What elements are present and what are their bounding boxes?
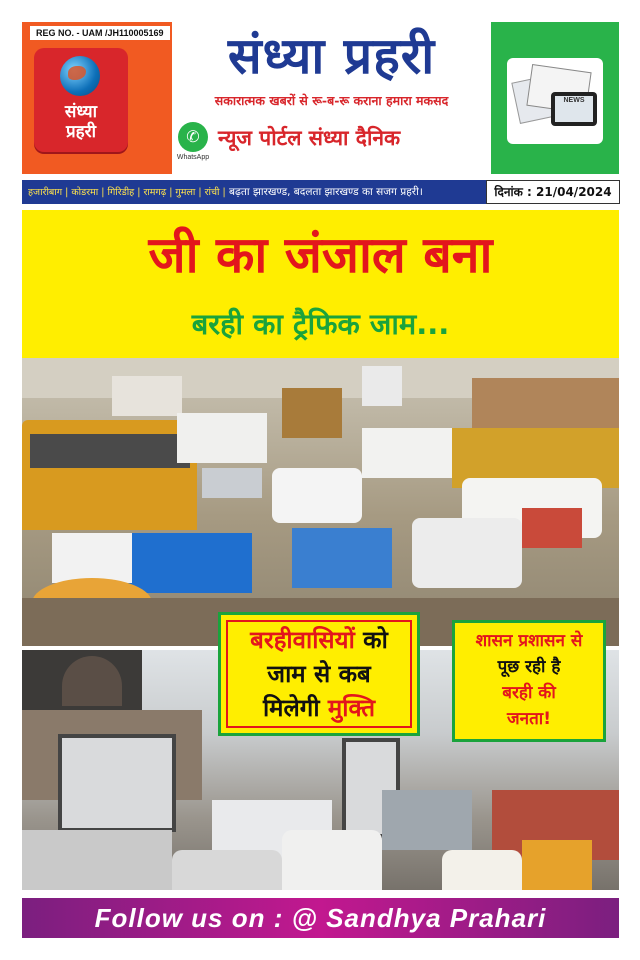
strip-slogan: बढ़ता झारखण्ड, बदलता झारखण्ड का सजग प्रहरी।	[225, 186, 423, 198]
tablet-icon	[551, 92, 597, 126]
callout-right-line1: शासन प्रशासन से	[475, 631, 583, 651]
newspaper-title: संध्या प्रहरी	[227, 26, 436, 85]
tablet-screen-label: NEWS	[555, 96, 593, 122]
whatsapp-label: WhatsApp	[176, 154, 210, 161]
callout-left-line3-black: मिलेगी	[262, 694, 328, 722]
logo-text-line2: प्रहरी	[65, 122, 97, 142]
headline-main: जी का जंजाल बना	[148, 226, 493, 284]
callout-left	[218, 612, 420, 736]
callout-left-line1	[221, 625, 417, 655]
callout-right-line2: पूछ रही है	[497, 657, 561, 677]
headline-sub: बरही का ट्रैफिक जाम...	[191, 307, 450, 341]
callout-right	[452, 620, 606, 742]
footer-follow-banner: Follow us on : @ Sandhya Prahari	[22, 898, 619, 938]
city-strip	[22, 180, 486, 204]
portal-text: न्यूज पोर्टल संध्या दैनिक	[218, 126, 401, 150]
headline-block	[22, 210, 619, 360]
registration-number: REG NO. - UAM /JH110005169	[30, 26, 170, 40]
callout-left-line1-red: बरहीवासियों	[250, 626, 355, 654]
masthead-center	[172, 22, 491, 174]
logo-text-line1: संध्या	[64, 102, 98, 122]
news-illustration	[507, 58, 603, 144]
date-box: दिनांक : 21/04/2024	[486, 180, 620, 204]
whatsapp-icon: ✆	[178, 122, 208, 152]
callout-left-line3-red: मुक्ति	[327, 694, 376, 722]
callout-left-line1-black: को	[354, 626, 388, 654]
masthead	[22, 22, 619, 174]
globe-icon	[60, 56, 100, 96]
city-list: हजारीबाग | कोडरमा | गिरिडीह | रामगढ़ | गुमला | रांची |	[28, 187, 226, 198]
logo-text	[38, 102, 124, 142]
callout-left-line3	[221, 693, 417, 723]
callout-left-line2: जाम से कब	[267, 660, 371, 688]
callout-right-line3: बरही की	[502, 683, 556, 703]
masthead-left-panel	[22, 22, 172, 174]
callout-right-line4: जनता!	[507, 709, 551, 729]
logo	[34, 48, 128, 152]
tagline: सकारात्मक खबरों से रू-ब-रू कराना हमारा मकसद	[214, 93, 449, 108]
traffic-photo-top	[22, 358, 619, 646]
masthead-right-panel	[491, 22, 619, 174]
